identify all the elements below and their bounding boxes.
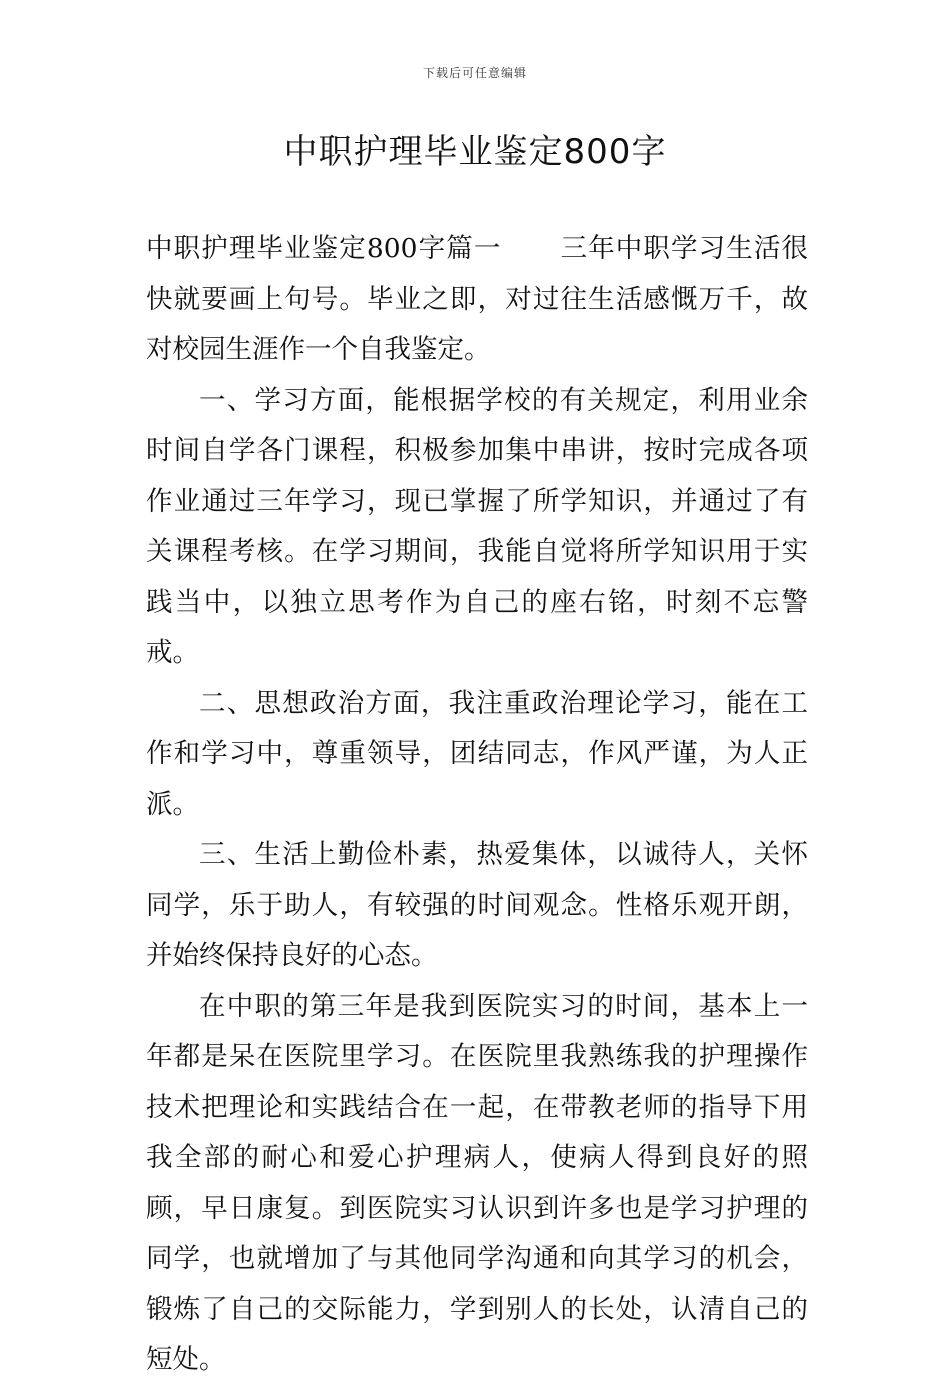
- intro-paragraph: [146, 224, 808, 376]
- intro-text: 三年中职学习生活很快就要画上句号。毕业之即，对过往生活感慨万千，故对校园生涯作一个自我鉴定。: [146, 233, 808, 365]
- paragraph-life: 三、生活上勤俭朴素，热爱集体，以诚待人，关怀同学，乐于助人，有较强的时间观念。性格乐观开朗， 并始终保持良好的心态。: [146, 839, 808, 971]
- document-title: 中职护理毕业鉴定800字: [283, 132, 667, 172]
- intro-heading: 中职护理毕业鉴定800字篇一: [146, 233, 502, 264]
- paragraph-internship: 在中职的第三年是我到医院实习的时间，基本上一年都是呆在医院里学习。在医院里我熟练我的护理操作技术把理论和实践结合在一起，在带教老师的指导下用我全部的耐心和爱心护理病人，使病人得到良好的照顾，早日康复。到医院实习认识到许多也是学习护理的同学，也就增加了与其他同学沟通和向其学习的机会，锻炼了自己的交际能力，学到别人的长处，认清自己的短处。: [146, 990, 808, 1375]
- document-body: [146, 224, 808, 1386]
- paragraph-study: 一、学习方面，能根据学校的有关规定，利用业余时间自学各门课程，积极参加集中串讲，按时完成各项作业通过三年学习，现已掌握了所学知识，并通过了有关课程考核。在学习期间，我能自觉将所学知识用于实践当中，以独立思考作为自己的座右铭，时刻不忘警戒。: [146, 384, 808, 668]
- paragraph-politics: 二、思想政治方面，我注重政治理论学习，能在工作和学习中，尊重领导，团结同志，作风严谨，为人正派。: [146, 687, 808, 820]
- header-note: 下载后可任意编辑: [422, 66, 527, 80]
